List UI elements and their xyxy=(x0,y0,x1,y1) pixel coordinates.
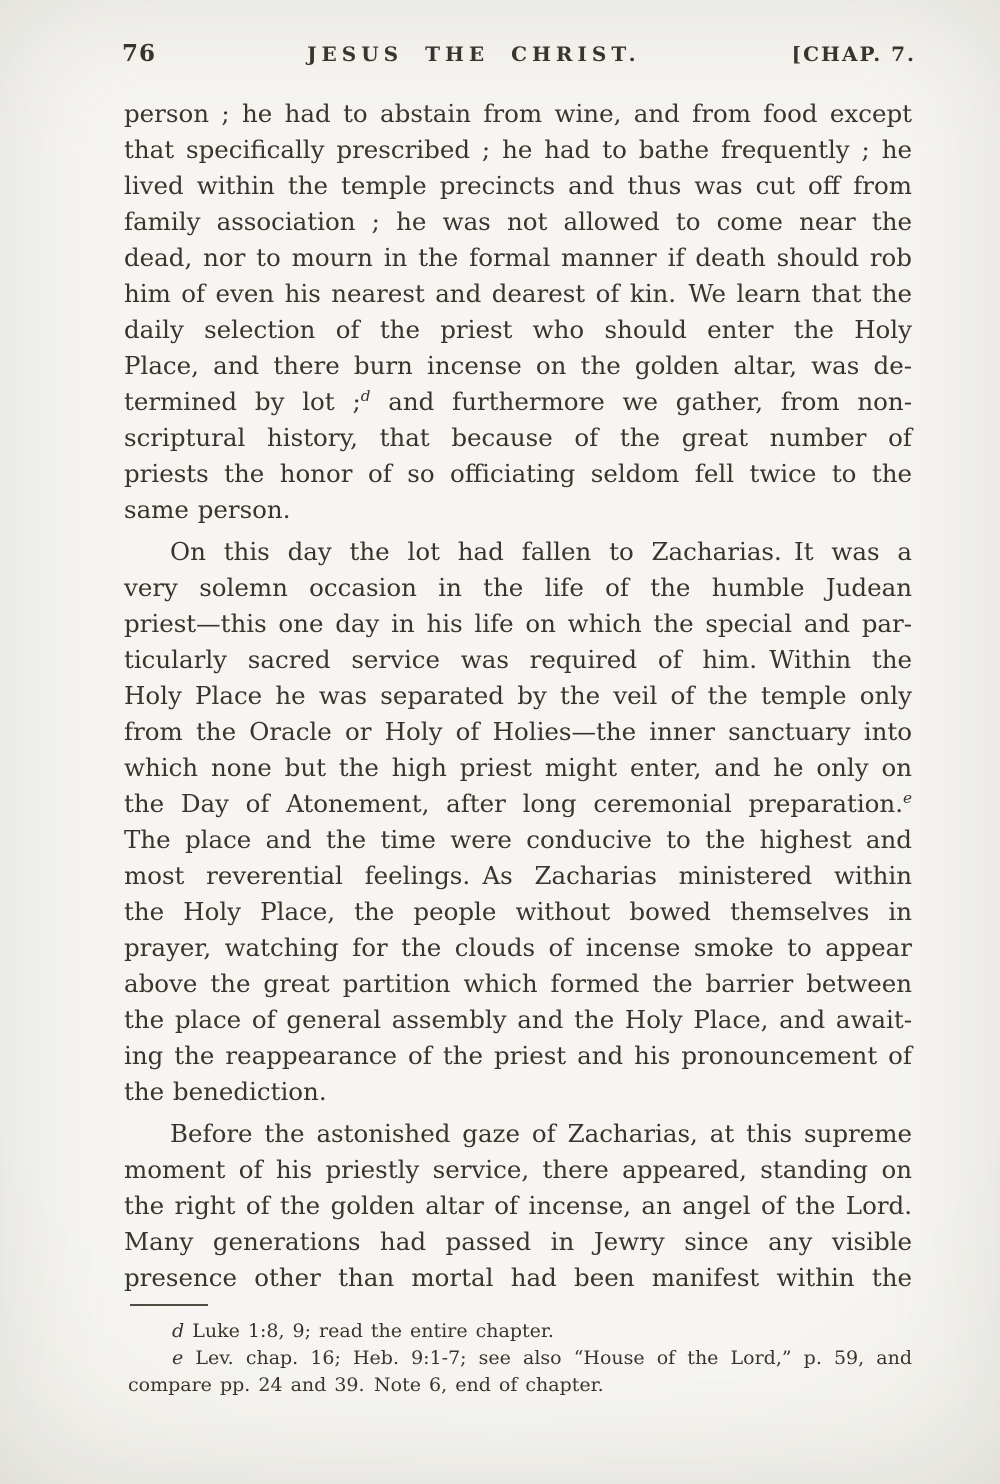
text-line: termined by lot ;$^d$ and furthermore we gather, from non- xyxy=(124,386,912,416)
text-line: him of even his nearest and dearest of kin. We learn that the xyxy=(124,279,912,308)
text-line: dead, nor to mourn in the formal manner if death should rob xyxy=(124,243,912,272)
text-line: On this day the lot had fallen to Zacharias. It was a xyxy=(170,537,912,566)
text-line: priests the honor of so officiating seldom fell twice to the xyxy=(124,459,912,488)
text-line: family association ; he was not allowed to come near the xyxy=(124,207,912,236)
text-line: priest—this one day in his life on which the special and par- xyxy=(124,609,912,638)
footnote-line: e Lev. chap. 16; Heb. 9:1-7; see also “House of the Lord,” p. 59, and xyxy=(172,1347,912,1369)
text-line: presence other than mortal had been manifest within the xyxy=(124,1263,912,1292)
paragraph xyxy=(124,1116,912,1296)
text-line: person ; he had to abstain from wine, and from food except xyxy=(124,99,912,128)
footnote-line: d Luke 1:8, 9; read the entire chapter. xyxy=(172,1320,554,1342)
text-line: moment of his priestly service, there appeared, standing on xyxy=(124,1155,912,1184)
text-line: very solemn occasion in the life of the humble Judean xyxy=(124,573,912,602)
text-line: Many generations had passed in Jewry since any visible xyxy=(124,1227,912,1256)
footnote-line: compare pp. 24 and 39. Note 6, end of chapter. xyxy=(128,1374,604,1396)
text-line: ing the reappearance of the priest and his pronouncement of xyxy=(124,1041,912,1070)
text-line: scriptural history, that because of the great number of xyxy=(124,423,912,452)
text-line: the Day of Atonement, after long ceremonial preparation.$^e$ xyxy=(124,788,912,818)
body-text xyxy=(124,96,912,1296)
text-line: which none but the high priest might enter, and he only on xyxy=(124,753,912,782)
text-line: daily selection of the priest who should enter the Holy xyxy=(124,315,912,344)
footnotes xyxy=(128,1318,912,1399)
text-line: the Holy Place, the people without bowed themselves in xyxy=(124,897,912,926)
text-line: ticularly sacred service was required of him. Within the xyxy=(124,645,912,674)
text-line: the right of the golden altar of incense, an angel of the Lord. xyxy=(124,1191,912,1220)
text-line: Holy Place he was separated by the veil of the temple only xyxy=(124,681,912,710)
running-title: JESUS THE CHRIST. xyxy=(307,42,641,66)
paragraph xyxy=(124,534,912,1110)
text-line: most reverential feelings. As Zacharias ministered within xyxy=(124,861,912,890)
text-line: Before the astonished gaze of Zacharias, at this supreme xyxy=(170,1119,912,1148)
text-line: above the great partition which formed the barrier between xyxy=(124,969,912,998)
text-line: Place, and there burn incense on the golden altar, was de- xyxy=(124,351,912,380)
page-number: 76 xyxy=(122,40,157,67)
footnote-rule xyxy=(130,1304,208,1306)
text-line: prayer, watching for the clouds of incense smoke to appear xyxy=(124,933,912,962)
text-line: from the Oracle or Holy of Holies—the inner sanctuary into xyxy=(124,717,912,746)
text-line: that specifically prescribed ; he had to bathe frequently ; he xyxy=(124,135,912,164)
text-line: lived within the temple precincts and thus was cut off from xyxy=(124,171,912,200)
text-line: the benediction. xyxy=(124,1077,327,1106)
page-header xyxy=(122,40,916,67)
paragraph xyxy=(124,96,912,528)
text-line: same person. xyxy=(124,495,291,524)
text-line: The place and the time were conducive to the highest and xyxy=(124,825,912,854)
text-line: the place of general assembly and the Holy Place, and await- xyxy=(124,1005,912,1034)
chapter-label: [CHAP. 7. xyxy=(791,42,916,66)
